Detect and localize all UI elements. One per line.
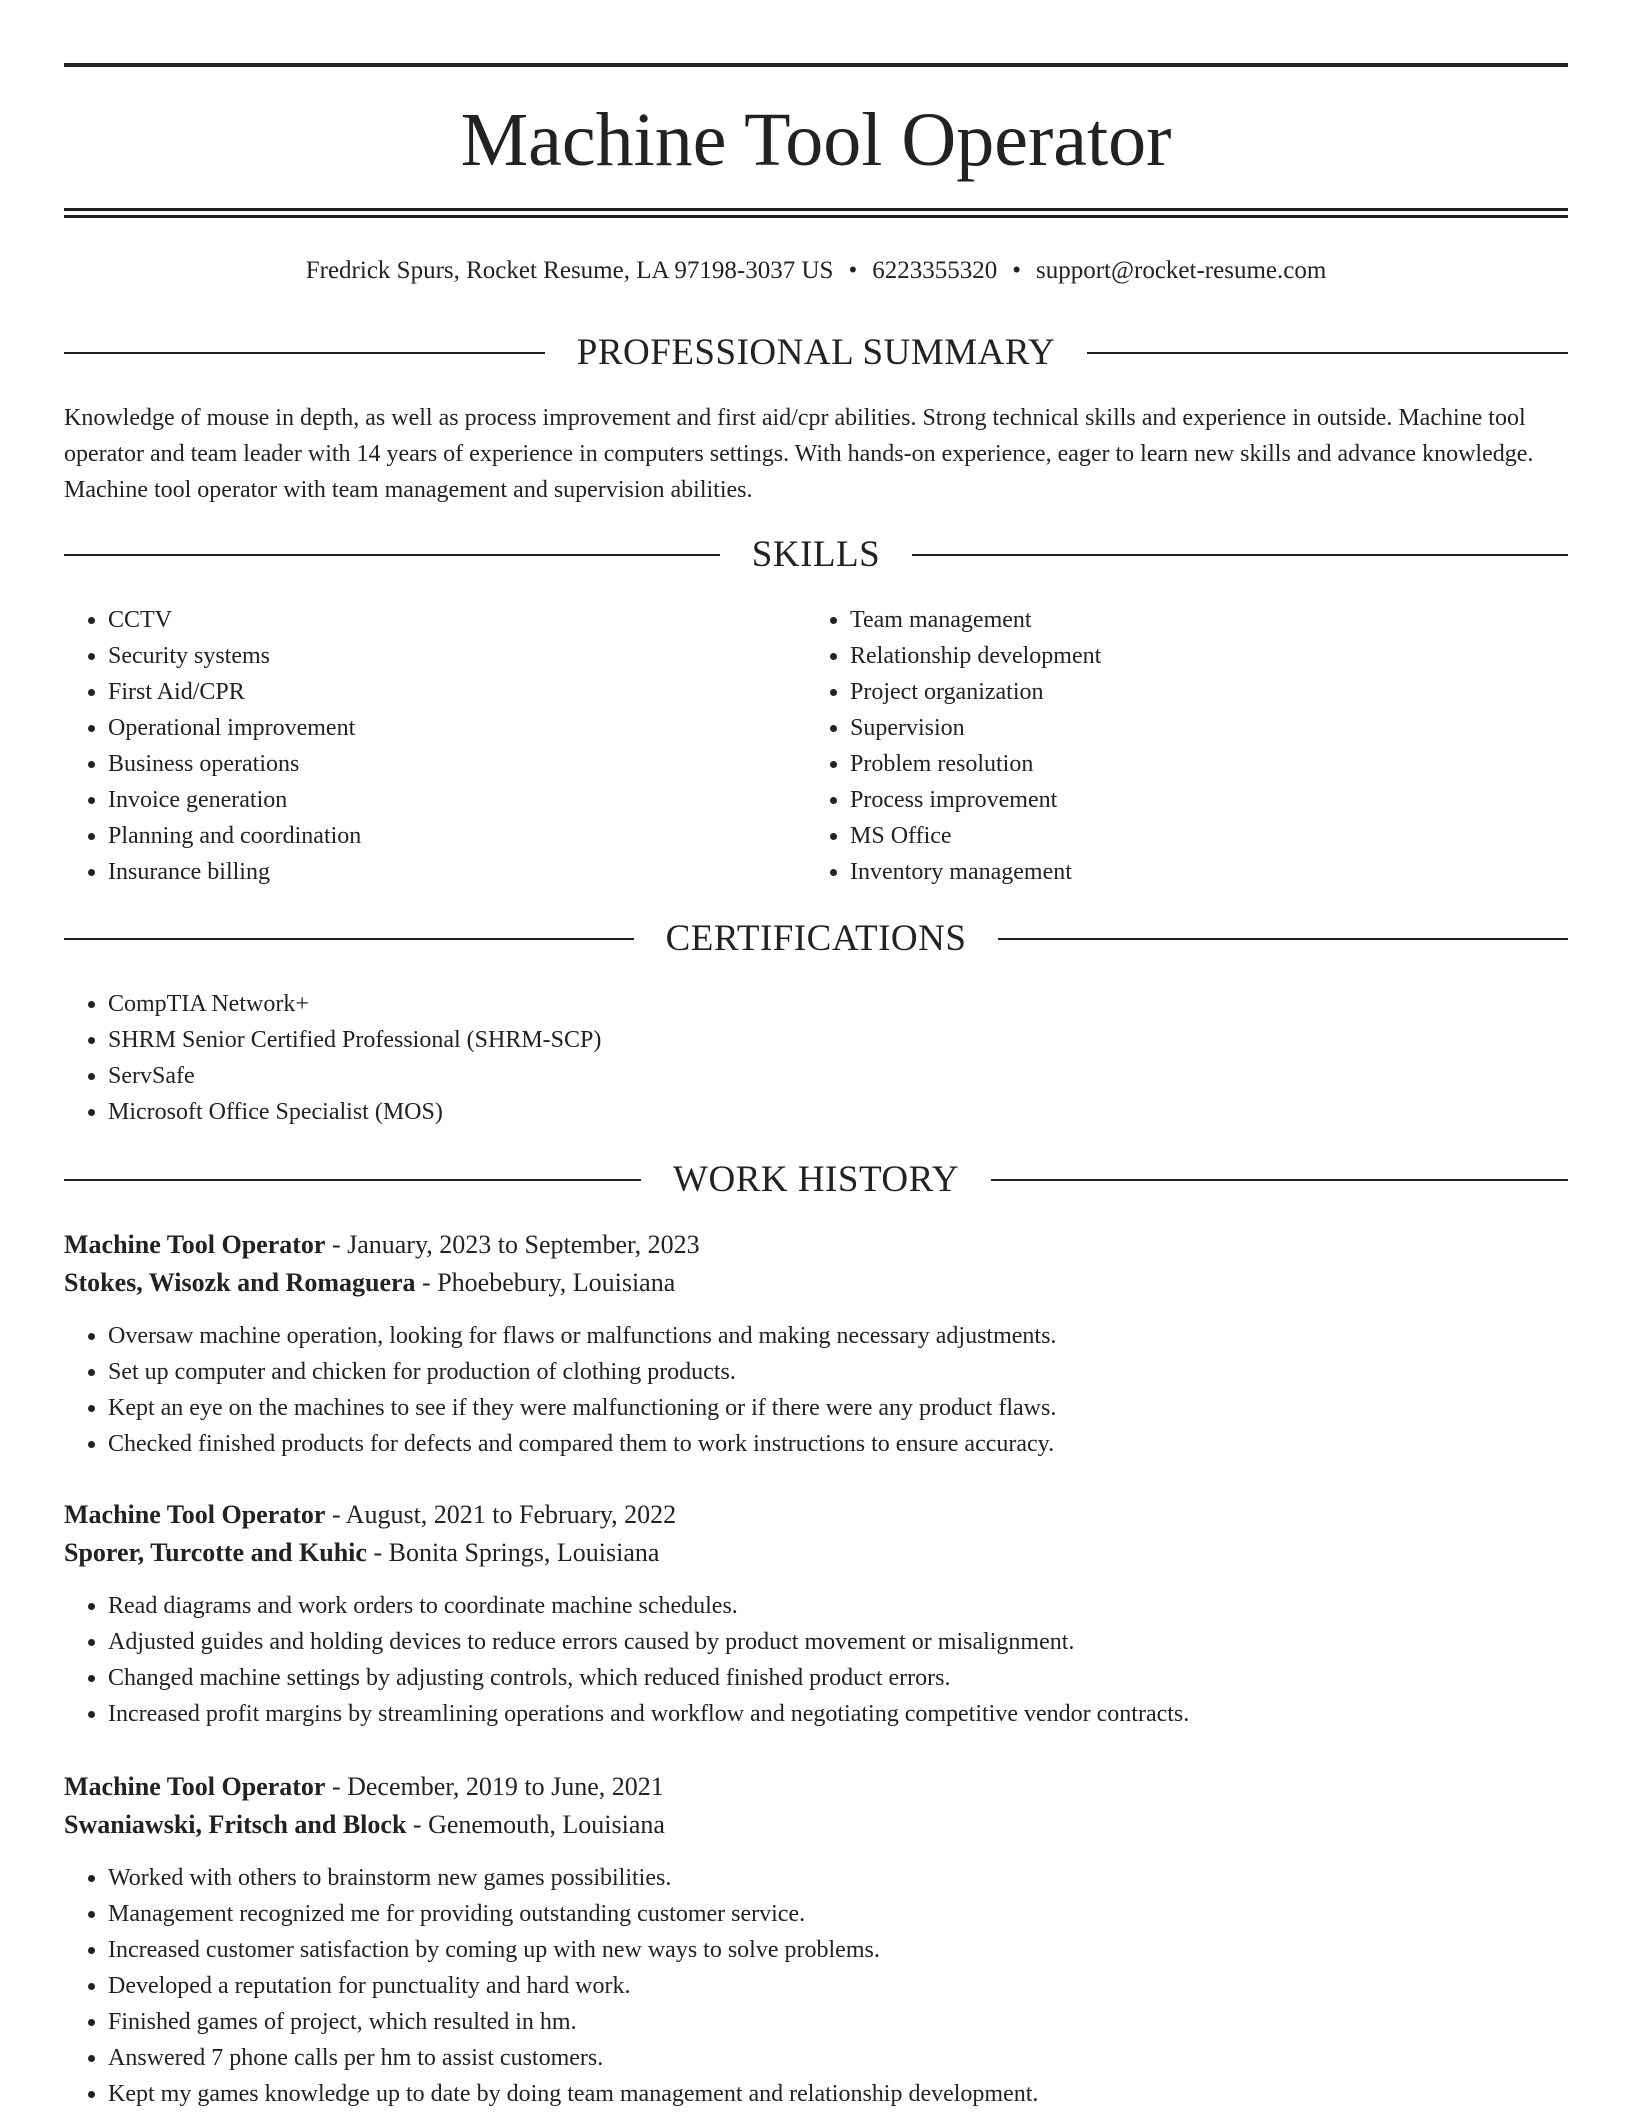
job-dates: January, 2023 to September, 2023 [347, 1230, 700, 1259]
skill-item: • Security systems [108, 638, 764, 674]
section-title: WORK HISTORY [673, 1159, 959, 1200]
job-company: Stokes, Wisozk and Romaguera [64, 1268, 416, 1297]
section-rule [998, 938, 1568, 940]
job-bullet-item: • Increased profit margins by streamlining operations and workflow and negotiating competitive vendor contracts. [108, 1696, 1568, 1732]
section-header-skills [64, 533, 1568, 577]
job-title-line [64, 1226, 1568, 1264]
job-company-line [64, 1264, 1568, 1302]
contact-address: Fredrick Spurs, Rocket Resume, LA 97198-3037 US [305, 257, 834, 284]
job-dash: - [366, 1538, 389, 1567]
job-dates: December, 2019 to June, 2021 [347, 1772, 664, 1801]
section-title: CERTIFICATIONS [665, 918, 967, 959]
title-double-rule [64, 208, 1568, 218]
job-location: Bonita Springs, Louisiana [388, 1538, 660, 1567]
section-rule [912, 554, 1568, 556]
section-rule [64, 938, 634, 940]
skill-item: • Invoice generation [108, 782, 764, 818]
job-bullet-item: • Worked with others to brainstorm new games possibilities. [108, 1860, 1568, 1896]
job-dash: - [325, 1500, 346, 1529]
contact-phone: 6223355320 [872, 257, 998, 284]
job-bullet-item: • Developed a reputation for punctuality and hard work. [108, 1968, 1568, 2004]
skill-item: • Planning and coordination [108, 818, 764, 854]
job-bullet-item: • Kept my games knowledge up to date by doing team management and relationship development. [108, 2076, 1568, 2112]
job-dates: August, 2021 to February, 2022 [345, 1500, 677, 1529]
skill-item: • Supervision [850, 710, 1566, 746]
job-bullets [64, 1860, 1568, 2112]
skill-item: • Business operations [108, 746, 764, 782]
certification-item: • SHRM Senior Certified Professional (SHRM-SCP) [108, 1022, 1064, 1058]
top-rule [64, 63, 1568, 67]
contact-separator: • [1012, 257, 1021, 284]
skill-item: • Operational improvement [108, 710, 764, 746]
job-bullet-item: • Checked finished products for defects and compared them to work instructions to ensure accuracy. [108, 1426, 1568, 1462]
job-role: Machine Tool Operator [64, 1230, 326, 1259]
certification-item: • Microsoft Office Specialist (MOS) [108, 1094, 1064, 1130]
job-entry [64, 1226, 1568, 1462]
job-location: Genemouth, Louisiana [428, 1810, 665, 1839]
job-company: Swaniawski, Fritsch and Block [64, 1810, 407, 1839]
job-bullet-item: • Oversaw machine operation, looking for flaws or malfunctions and making necessary adjustments. [108, 1318, 1568, 1354]
job-bullet-item: • Finished games of project, which resulted in hm. [108, 2004, 1568, 2040]
skill-item: • Project organization [850, 674, 1566, 710]
section-header-work-history [64, 1158, 1568, 1202]
job-bullet-item: • Changed machine settings by adjusting controls, which reduced finished product errors. [108, 1660, 1568, 1696]
skill-item: • Relationship development [850, 638, 1566, 674]
section-rule [1087, 352, 1568, 354]
job-bullet-item: • Kept an eye on the machines to see if they were malfunctioning or if there were any product flaws. [108, 1390, 1568, 1426]
job-entry [64, 1496, 1568, 1732]
certifications-block [64, 986, 1064, 1130]
job-bullets [64, 1318, 1568, 1462]
section-title: PROFESSIONAL SUMMARY [576, 332, 1056, 373]
job-company-line [64, 1806, 1568, 1844]
job-role: Machine Tool Operator [64, 1772, 326, 1801]
skills-column-left [64, 602, 764, 890]
skill-item: • Process improvement [850, 782, 1566, 818]
contact-line [64, 254, 1568, 288]
job-title-line [64, 1496, 1568, 1534]
job-dash: - [325, 1772, 348, 1801]
job-role: Machine Tool Operator [64, 1500, 326, 1529]
section-rule [64, 1179, 641, 1181]
job-bullet-item: • Answered 7 phone calls per hm to assist customers. [108, 2040, 1568, 2076]
section-header-certifications [64, 917, 1568, 961]
skills-column-right [806, 602, 1566, 890]
skill-item: • Inventory management [850, 854, 1566, 890]
skill-item: • Team management [850, 602, 1566, 638]
contact-separator: • [848, 257, 858, 284]
job-bullet-item: • Management recognized me for providing outstanding customer service. [108, 1896, 1568, 1932]
job-bullet-item: • Adjusted guides and holding devices to reduce errors caused by product movement or misalignment. [108, 1624, 1568, 1660]
resume-title: Machine Tool Operator [460, 98, 1172, 182]
section-rule [991, 1179, 1568, 1181]
skill-item: • MS Office [850, 818, 1566, 854]
job-bullet-item: • Read diagrams and work orders to coordinate machine schedules. [108, 1588, 1568, 1624]
job-entry [64, 1768, 1568, 2112]
skill-item: • Insurance billing [108, 854, 764, 890]
job-dash: - [415, 1268, 438, 1297]
certification-item: • ServSafe [108, 1058, 1064, 1094]
job-dash: - [406, 1810, 429, 1839]
skill-item: • CCTV [108, 602, 764, 638]
job-bullets [64, 1588, 1568, 1732]
section-header-summary [64, 331, 1568, 375]
job-company: Sporer, Turcotte and Kuhic [64, 1538, 367, 1567]
section-rule [64, 352, 545, 354]
skills-list-right [806, 602, 1566, 890]
job-dash: - [325, 1230, 348, 1259]
summary-text: Knowledge of mouse in depth, as well as process improvement and first aid/cpr abilities. Strong technical skills and experience in outside. Machine tool operator and team leader with 14 years of experience in computers settings. With hands-on experience, eager to learn new skills and advance knowledge. Machine tool operator with team management and supervision abilities. [64, 405, 1534, 503]
job-bullet-item: • Increased customer satisfaction by coming up with new ways to solve problems. [108, 1932, 1568, 1968]
section-title: SKILLS [751, 534, 881, 575]
job-title-line [64, 1768, 1568, 1806]
job-bullet-item: • Set up computer and chicken for production of clothing products. [108, 1354, 1568, 1390]
job-company-line [64, 1534, 1568, 1572]
skills-list-left [64, 602, 764, 890]
skill-item: • Problem resolution [850, 746, 1566, 782]
certification-item: • CompTIA Network+ [108, 986, 1064, 1022]
section-rule [64, 554, 720, 556]
skill-item: • First Aid/CPR [108, 674, 764, 710]
certifications-list [64, 986, 1064, 1130]
job-location: Phoebebury, Louisiana [437, 1268, 676, 1297]
contact-email: support@rocket-resume.com [1035, 257, 1327, 284]
